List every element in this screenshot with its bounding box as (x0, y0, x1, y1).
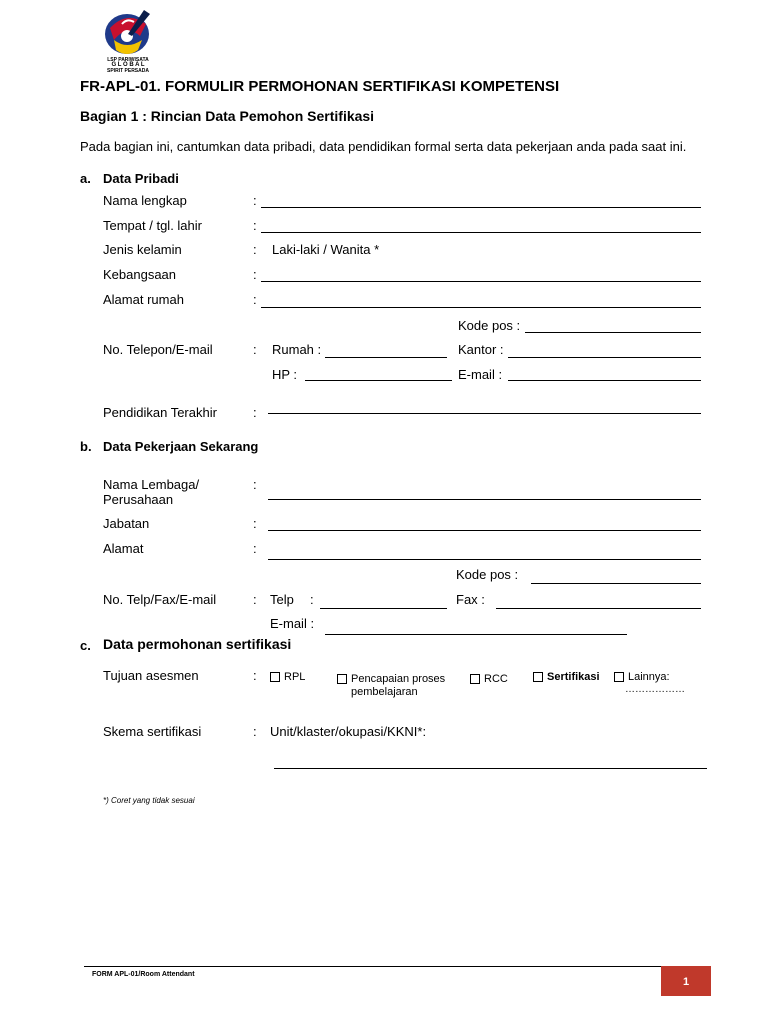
footer-rule (84, 966, 711, 967)
checkbox-icon[interactable] (614, 672, 624, 682)
alamat-rumah-field[interactable] (261, 307, 701, 308)
label-kebangsaan: Kebangsaan (103, 267, 177, 282)
label-skema-sertifikasi: Skema sertifikasi (103, 724, 202, 739)
label-no-telepon: No. Telepon/E-mail (103, 342, 213, 357)
logo-text-line1: LSP PARIWISATA (107, 57, 149, 63)
label-alamat: Alamat (103, 541, 144, 556)
pendidikan-terakhir-field[interactable] (268, 413, 701, 414)
option-rcc[interactable] (470, 673, 508, 685)
label-tujuan-asesmen: Tujuan asesmen (103, 668, 199, 683)
page-number: 1 (661, 966, 711, 996)
hp-field[interactable] (305, 380, 452, 381)
label-kode-pos: Kode pos : (458, 318, 521, 333)
label-email-kantor: E-mail : (270, 616, 315, 631)
colon: : (253, 668, 257, 683)
skema-value: Unit/klaster/okupasi/KKNI*: (270, 724, 427, 739)
telp-kantor-field[interactable] (508, 357, 701, 358)
alamat-kantor-field[interactable] (268, 559, 701, 560)
option-rpl-label: RPL (284, 671, 306, 683)
option-pencapaian-label: Pencapaian proses (351, 673, 446, 685)
form-title: FR-APL-01. FORMULIR PERMOHONAN SERTIFIKASI KOMPETENSI (80, 78, 560, 95)
label-perusahaan: Perusahaan (103, 492, 174, 507)
tempat-tgl-lahir-field[interactable] (261, 232, 701, 233)
colon: : (253, 342, 257, 357)
label-telp: Telp (270, 592, 294, 607)
nama-lengkap-field[interactable] (261, 207, 701, 208)
label-kode-pos-kantor: Kode pos : (456, 567, 519, 582)
label-tempat-tgl-lahir: Tempat / tgl. lahir (103, 218, 202, 233)
option-pencapaian-proses[interactable] (337, 673, 445, 685)
kode-pos-field[interactable] (525, 332, 701, 333)
part-a-marker: a. (80, 171, 91, 186)
part-b-heading: Data Pekerjaan Sekarang (103, 439, 259, 454)
label-jenis-kelamin: Jenis kelamin (103, 242, 182, 257)
jenis-kelamin-value[interactable]: Laki-laki / Wanita * (272, 242, 380, 257)
kode-pos-kantor-field[interactable] (531, 583, 701, 584)
label-fax: Fax : (456, 592, 485, 607)
label-no-telp-fax: No. Telp/Fax/E-mail (103, 592, 217, 607)
label-jabatan: Jabatan (103, 516, 150, 531)
section-intro: Pada bagian ini, cantumkan data pribadi, data pendidikan formal serta data pekerjaan anda pada saat ini. (80, 139, 687, 154)
telp-kantor-field[interactable] (320, 608, 447, 609)
label-hp: HP : (272, 367, 298, 382)
checkbox-icon[interactable] (337, 674, 347, 684)
footnote: *) Coret yang tidak sesuai (103, 796, 195, 805)
part-c-marker: c. (80, 638, 91, 653)
lainnya-dots[interactable]: ……………… (625, 684, 685, 695)
part-b-marker: b. (80, 439, 92, 454)
jabatan-field[interactable] (268, 530, 701, 531)
nama-lembaga-field[interactable] (268, 499, 701, 500)
checkbox-icon[interactable] (533, 672, 543, 682)
telp-rumah-field[interactable] (325, 357, 447, 358)
colon: : (253, 405, 257, 420)
colon: : (253, 218, 257, 233)
label-kantor: Kantor : (458, 342, 504, 357)
colon: : (310, 592, 314, 607)
option-lainnya[interactable] (614, 671, 670, 683)
colon: : (253, 592, 257, 607)
section-heading: Bagian 1 : Rincian Data Pemohon Sertifikasi (80, 108, 375, 124)
label-email: E-mail : (458, 367, 503, 382)
option-sertifikasi-label: Sertifikasi (547, 671, 600, 683)
colon: : (253, 541, 257, 556)
colon: : (253, 477, 257, 492)
colon: : (253, 267, 257, 282)
option-rcc-label: RCC (484, 673, 508, 685)
part-c-heading: Data permohonan sertifikasi (103, 636, 292, 652)
colon: : (253, 516, 257, 531)
colon: : (253, 242, 257, 257)
fax-field[interactable] (496, 608, 701, 609)
option-lainnya-label: Lainnya: (628, 671, 670, 683)
label-pendidikan-terakhir: Pendidikan Terakhir (103, 405, 217, 420)
checkbox-icon[interactable] (270, 672, 280, 682)
skema-field[interactable] (274, 768, 707, 769)
kebangsaan-field[interactable] (261, 281, 701, 282)
email-field[interactable] (508, 380, 701, 381)
footer-label: FORM APL-01/Room Attendant (92, 971, 195, 978)
colon: : (253, 724, 257, 739)
colon: : (253, 193, 257, 208)
part-a-heading: Data Pribadi (103, 171, 179, 186)
checkbox-icon[interactable] (470, 674, 480, 684)
colon: : (253, 292, 257, 307)
logo-text-line3: SPIRIT PERSADA (107, 68, 149, 74)
label-rumah: Rumah : (272, 342, 322, 357)
label-alamat-rumah: Alamat rumah (103, 292, 184, 307)
logo-text-line2: G L O B A L (111, 62, 145, 68)
option-rpl[interactable] (270, 671, 305, 683)
option-sertifikasi[interactable] (533, 671, 600, 683)
label-nama-lembaga: Nama Lembaga/ (103, 477, 200, 492)
email-kantor-field[interactable] (325, 634, 627, 635)
option-pembelajaran-label: pembelajaran (351, 686, 418, 698)
label-nama-lengkap: Nama lengkap (103, 193, 187, 208)
